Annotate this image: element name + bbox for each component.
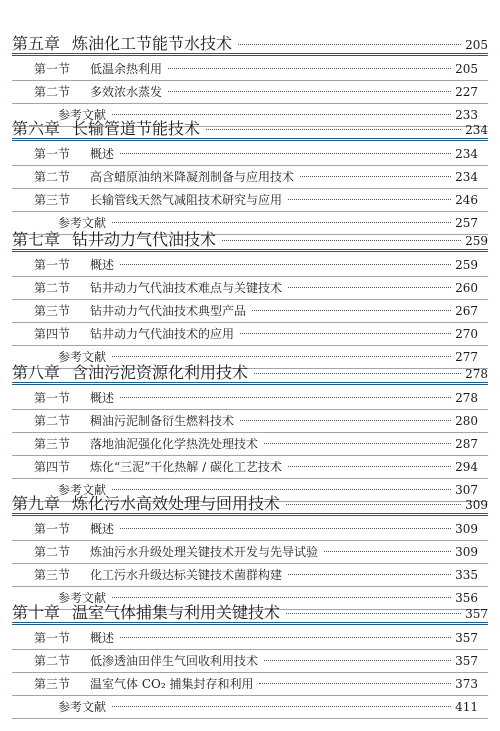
section-number: 第二节: [34, 545, 71, 559]
section-title: 化工污水升级达标关键技术菌群构建: [90, 568, 283, 582]
section-page-number: 280: [455, 414, 478, 428]
row-divider: [12, 276, 488, 277]
section-entry[interactable]: [34, 60, 478, 78]
section-entry[interactable]: [34, 412, 478, 430]
chapter-title: 温室气体捕集与利用关键技术: [72, 603, 281, 622]
section-page-number: 357: [455, 631, 478, 645]
references-title: 参考文献: [58, 216, 107, 230]
references-page-number: 257: [455, 216, 478, 230]
leader-dots: [286, 504, 461, 505]
section-number: 第二节: [34, 281, 71, 295]
row-divider: [12, 409, 488, 410]
leader-dots: [288, 287, 451, 288]
chapter-title: 含油污泥资源化利用技术: [72, 363, 249, 382]
section-number: 第三节: [34, 677, 71, 691]
leader-dots: [264, 660, 451, 661]
chapter-page-number: 259: [465, 234, 488, 248]
leader-dots: [288, 574, 451, 575]
section-entry[interactable]: [34, 302, 478, 320]
section-number: 第三节: [34, 437, 71, 451]
section-title: 低渗透油田伴生气回收利用技术: [90, 654, 259, 668]
section-number: 第三节: [34, 568, 71, 582]
row-divider: [12, 563, 488, 564]
chapter-heading[interactable]: [12, 495, 488, 514]
chapter-divider: [12, 624, 488, 625]
chapter-divider: [12, 384, 488, 385]
section-page-number: 373: [455, 677, 478, 691]
references-title: 参考文献: [58, 108, 107, 122]
chapter-divider: [12, 140, 488, 141]
chapter-number: 第十章: [12, 603, 61, 622]
section-page-number: 234: [455, 170, 478, 184]
chapter-heading[interactable]: [12, 120, 488, 139]
chapter-page-number: 357: [465, 607, 488, 621]
section-title: 概述: [90, 147, 115, 161]
section-title: 多效浓水蒸发: [90, 85, 163, 99]
section-page-number: 287: [455, 437, 478, 451]
references-title: 参考文献: [58, 591, 107, 605]
section-title: 钻井动力气代油技术典型产品: [90, 304, 247, 318]
leader-dots: [264, 443, 451, 444]
section-entry[interactable]: [34, 145, 478, 163]
row-divider: [12, 80, 488, 81]
leader-dots: [238, 44, 461, 45]
references-page-number: 411: [455, 700, 478, 714]
chapter-number: 第六章: [12, 119, 61, 138]
leader-dots: [240, 333, 451, 334]
references-entry[interactable]: [58, 698, 478, 716]
leader-dots: [259, 683, 451, 684]
section-entry[interactable]: [34, 191, 478, 209]
section-number: 第一节: [34, 62, 71, 76]
section-title: 概述: [90, 631, 115, 645]
section-title: 稠油污泥制备衍生燃料技术: [90, 414, 235, 428]
section-page-number: 309: [455, 522, 478, 536]
section-page-number: 246: [455, 193, 478, 207]
section-title: 概述: [90, 391, 115, 405]
row-divider: [12, 478, 488, 479]
chapter-heading[interactable]: [12, 231, 488, 250]
section-entry[interactable]: [34, 458, 478, 476]
chapter-divider: [12, 251, 488, 252]
chapter-title: 钻井动力气代油技术: [72, 230, 217, 249]
section-entry[interactable]: [34, 629, 478, 647]
section-number: 第一节: [34, 258, 71, 272]
chapter-page-number: 234: [465, 123, 488, 137]
leader-dots: [240, 420, 451, 421]
section-number: 第四节: [34, 327, 71, 341]
section-page-number: 260: [455, 281, 478, 295]
section-page-number: 294: [455, 460, 478, 474]
leader-dots: [168, 91, 451, 92]
references-page-number: 277: [455, 350, 478, 364]
section-number: 第三节: [34, 304, 71, 318]
row-divider: [12, 432, 488, 433]
row-divider: [12, 345, 488, 346]
section-title: 概述: [90, 522, 115, 536]
leader-dots: [112, 489, 451, 490]
section-entry[interactable]: [34, 256, 478, 274]
leader-dots: [120, 637, 451, 638]
chapter-number: 第八章: [12, 363, 61, 382]
leader-dots: [112, 222, 451, 223]
leader-dots: [288, 199, 451, 200]
section-number: 第二节: [34, 654, 71, 668]
chapter-title: 炼油化工节能节水技术: [72, 34, 233, 53]
chapter-divider: [12, 515, 488, 516]
section-entry[interactable]: [34, 520, 478, 538]
section-title: 炼油污水升级处理关键技术开发与先导试验: [90, 545, 319, 559]
section-number: 第一节: [34, 391, 71, 405]
section-entry[interactable]: [34, 168, 478, 186]
section-number: 第二节: [34, 414, 71, 428]
row-divider: [12, 586, 488, 587]
row-divider: [12, 672, 488, 673]
section-page-number: 335: [455, 568, 478, 582]
section-number: 第三节: [34, 193, 71, 207]
chapter-title: 长输管道节能技术: [72, 119, 201, 138]
section-page-number: 234: [455, 147, 478, 161]
leader-dots: [168, 68, 451, 69]
section-title: 长输管线天然气减阻技术研究与应用: [90, 193, 283, 207]
leader-dots: [222, 240, 461, 241]
section-page-number: 205: [455, 62, 478, 76]
row-divider: [12, 455, 488, 456]
leader-dots: [252, 310, 451, 311]
section-title: 钻井动力气代油技术的应用: [90, 327, 235, 341]
section-page-number: 278: [455, 391, 478, 405]
section-title: 高含蜡原油纳米降凝剂制备与应用技术: [90, 170, 295, 184]
leader-dots: [254, 373, 461, 374]
chapter-number: 第九章: [12, 494, 61, 513]
section-entry[interactable]: [34, 435, 478, 453]
leader-dots: [324, 551, 451, 552]
chapter-number: 第七章: [12, 230, 61, 249]
chapter-heading[interactable]: [12, 35, 488, 54]
chapter-page-number: 309: [465, 498, 488, 512]
leader-dots: [112, 114, 451, 115]
references-page-number: 233: [455, 108, 478, 122]
row-divider: [12, 211, 488, 212]
section-page-number: 267: [455, 304, 478, 318]
row-divider: [12, 322, 488, 323]
section-title: 钻井动力气代油技术难点与关键技术: [90, 281, 283, 295]
section-entry[interactable]: [34, 652, 478, 670]
leader-dots: [120, 397, 451, 398]
section-page-number: 309: [455, 545, 478, 559]
section-title: 温室气体 CO₂ 捕集封存和利用: [90, 677, 254, 691]
row-divider: [12, 165, 488, 166]
references-title: 参考文献: [58, 700, 107, 714]
references-page-number: 307: [455, 483, 478, 497]
references-title: 参考文献: [58, 483, 107, 497]
references-title: 参考文献: [58, 350, 107, 364]
chapter-divider: [12, 55, 488, 56]
section-title: 概述: [90, 258, 115, 272]
section-entry[interactable]: [34, 566, 478, 584]
leader-dots: [112, 356, 451, 357]
section-number: 第二节: [34, 170, 71, 184]
section-number: 第一节: [34, 631, 71, 645]
row-divider: [12, 299, 488, 300]
row-divider: [12, 695, 488, 696]
row-divider: [12, 103, 488, 104]
section-number: 第一节: [34, 522, 71, 536]
leader-dots: [120, 264, 451, 265]
leader-dots: [120, 153, 451, 154]
section-entry[interactable]: [34, 83, 478, 101]
section-title: 低温余热利用: [90, 62, 163, 76]
chapter-heading[interactable]: [12, 364, 488, 383]
section-page-number: 259: [455, 258, 478, 272]
section-entry[interactable]: [34, 279, 478, 297]
chapter-title: 炼化污水高效处理与回用技术: [72, 494, 281, 513]
row-divider: [12, 649, 488, 650]
leader-dots: [112, 597, 451, 598]
leader-dots: [286, 613, 461, 614]
section-page-number: 270: [455, 327, 478, 341]
leader-dots: [206, 129, 461, 130]
section-entry[interactable]: [34, 325, 478, 343]
row-divider: [12, 540, 488, 541]
section-number: 第二节: [34, 85, 71, 99]
section-entry[interactable]: [34, 543, 478, 561]
section-entry[interactable]: [34, 389, 478, 407]
section-page-number: 227: [455, 85, 478, 99]
section-title: 落地油泥强化化学热洗处理技术: [90, 437, 259, 451]
leader-dots: [120, 528, 451, 529]
row-divider: [12, 188, 488, 189]
chapter-page-number: 278: [465, 367, 488, 381]
leader-dots: [288, 466, 451, 467]
chapter-page-number: 205: [465, 38, 488, 52]
leader-dots: [300, 176, 451, 177]
row-divider: [12, 718, 488, 719]
section-title: 炼化“三泥”干化热解 / 碳化工艺技术: [90, 460, 282, 474]
section-entry[interactable]: [34, 675, 478, 693]
leader-dots: [112, 706, 451, 707]
section-number: 第四节: [34, 460, 71, 474]
references-page-number: 356: [455, 591, 478, 605]
chapter-heading[interactable]: [12, 604, 488, 623]
chapter-number: 第五章: [12, 34, 61, 53]
section-number: 第一节: [34, 147, 71, 161]
section-page-number: 357: [455, 654, 478, 668]
